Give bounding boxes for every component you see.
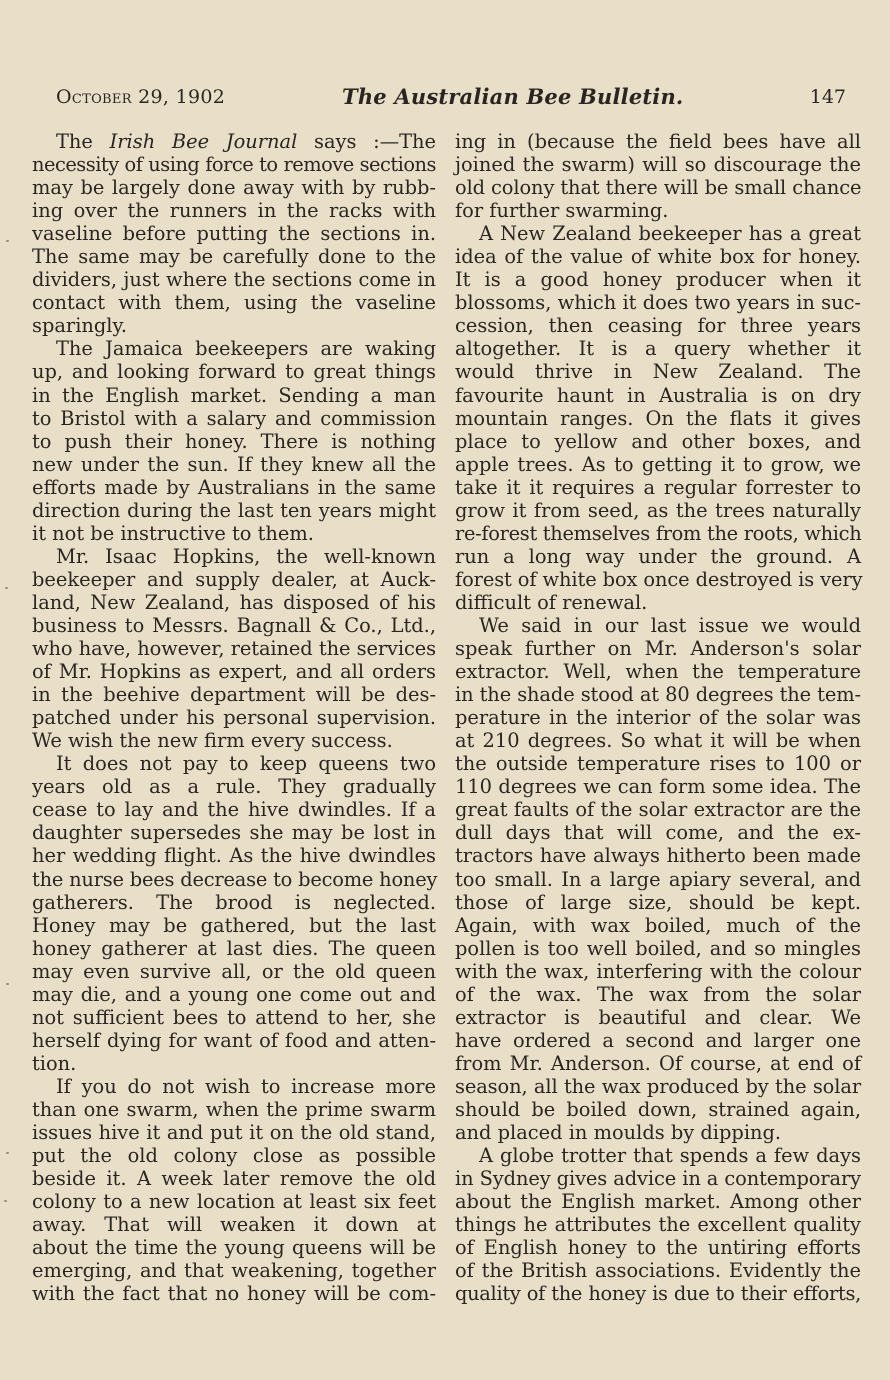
text-line: in the shade stood at 80 degrees the tem- (455, 683, 861, 707)
text-line: grow it from seed, as the trees naturally (455, 498, 861, 522)
scan-speck (6, 983, 9, 985)
text-line: joined the swarm) will so discourage the (455, 153, 861, 177)
text-line: forest of white box once destroyed is very (455, 567, 863, 591)
text-line: quality of the honey is due to their efforts, (455, 1282, 861, 1306)
text-line: land, New Zealand, has disposed of his (32, 590, 436, 614)
text-line: It is a good honey producer when it (455, 268, 861, 292)
text-line: in the English market. Sending a man (32, 383, 436, 407)
journal-name: Irish Bee Journal (109, 130, 298, 153)
text-line: of the wax. The wax from the solar (455, 982, 861, 1006)
text-line: great faults of the solar extractor are the (455, 798, 861, 822)
text-line: than one swarm, when the prime swarm (32, 1097, 436, 1121)
line-text: The (56, 130, 110, 153)
text-line: dull days that will come, and the ex- (455, 821, 861, 845)
text-line: contact with them, using the vaseline (32, 291, 436, 315)
text-line: The same may be carefully done to the (32, 245, 436, 269)
text-line: with the fact that no honey will be com- (32, 1282, 436, 1306)
text-line: of Mr. Hopkins as expert, and all orders (32, 660, 436, 684)
text-line: honey gatherer at last dies. The queen (32, 936, 436, 960)
scan-speck (6, 240, 9, 242)
text-line: ing in (because the field bees have all (455, 130, 861, 153)
text-line: We wish the new firm every success. (32, 729, 393, 753)
text-line: re-forest themselves from the roots, which (455, 521, 862, 545)
text-line (32, 130, 436, 153)
text-line: pollen is too well boiled, and so mingles (455, 936, 861, 960)
text-line: of English honey to the untiring efforts (455, 1236, 861, 1260)
text-line: Honey may be gathered, but the last (32, 913, 436, 937)
text-line: tion. (32, 1051, 77, 1075)
text-line: vaseline before putting the sections in. (32, 222, 436, 246)
text-line: extractor. Well, when the temperature (455, 660, 861, 684)
text-line: A New Zealand beekeeper has a great (479, 222, 861, 246)
text-line: It does not pay to keep queens two (56, 752, 436, 776)
text-line: sparingly. (32, 314, 128, 338)
scan-speck (5, 587, 8, 589)
text-line: efforts made by Australians in the same (32, 475, 436, 499)
left-column (32, 130, 436, 1305)
text-line: dividers, just where the sections come in (32, 268, 436, 292)
text-line: beekeeper and supply dealer, at Auck- (32, 567, 436, 591)
text-line: the outside temperature rises to 100 or (455, 752, 861, 776)
text-line: gatherers. The brood is neglected. (32, 890, 436, 914)
text-line: years old as a rule. They gradually (32, 775, 436, 799)
text-line: things he attributes the excellent quality (455, 1213, 861, 1237)
line-text: says :—The (297, 130, 436, 153)
text-line: If you do not wish to increase more (56, 1074, 436, 1098)
scan-speck (4, 1200, 7, 1202)
text-line: put the old colony close as possible (32, 1144, 436, 1168)
text-line: too small. In a large apiary several, and (455, 867, 861, 891)
text-line: away. That will weaken it down at (32, 1213, 436, 1237)
text-line: extractor is beautiful and clear. We (455, 1005, 861, 1029)
text-line: in the beehive department will be des- (32, 683, 436, 707)
text-line: about the time the young queens will be (32, 1236, 436, 1260)
text-line: her wedding flight. As the hive dwindles (32, 844, 436, 868)
text-line: apple trees. As to getting it to grow, we (455, 452, 861, 476)
text-line: tractors have always hitherto been made (455, 844, 861, 868)
text-line: We said in our last issue we would (479, 613, 861, 637)
text-line: it not be instructive to them. (32, 521, 314, 545)
issue-date: October 29, 1902 (56, 86, 226, 108)
text-line: blossoms, which it does two years in suc- (455, 291, 861, 315)
text-line: speak further on Mr. Anderson's solar (455, 637, 861, 661)
text-line: for further swarming. (455, 199, 669, 223)
text-line: patched under his personal supervision. (32, 706, 436, 730)
text-line: Again, with wax boiled, much of the (455, 913, 861, 937)
text-line: old colony that there will be small chance (455, 176, 862, 200)
text-line: cession, then ceasing for three years (455, 314, 861, 338)
text-line: direction during the last ten years might (32, 498, 436, 522)
text-line: altogether. It is a query whether it (455, 337, 861, 361)
text-line: colony to a new location at least six feet (32, 1190, 436, 1214)
text-line: take it it requires a regular forrester to (455, 475, 861, 499)
text-line: of the British associations. Evidently the (455, 1259, 861, 1283)
text-line: difficult of renewal. (455, 590, 648, 614)
text-line: should be boiled down, strained again, (455, 1097, 861, 1121)
text-line: those of large size, should be kept. (455, 890, 861, 914)
text-line: 110 degrees we can form some idea. The (455, 775, 861, 799)
text-line: new under the sun. If they knew all the (32, 452, 436, 476)
page-number: 147 (809, 86, 846, 108)
text-line: A globe trotter that spends a few days (479, 1144, 861, 1168)
text-line: not sufficient bees to attend to her, she (32, 1005, 436, 1029)
text-line: beside it. A week later remove the old (32, 1167, 436, 1191)
publication-title: The Australian Bee Bulletin. (342, 84, 684, 109)
text-line: from Mr. Anderson. Of course, at end of (455, 1051, 861, 1075)
text-line: with the wax, interfering with the colour (455, 959, 861, 983)
text-line: who have, however, retained the services (32, 637, 436, 661)
text-line: place to yellow and other boxes, and (455, 429, 861, 453)
text-line: cease to lay and the hive dwindles. If a (32, 798, 436, 822)
text-line: and placed in moulds by dipping. (455, 1121, 782, 1145)
text-line: mountain ranges. On the flats it gives (455, 406, 861, 430)
text-line: to Bristol with a salary and commission (32, 406, 436, 430)
text-line: have ordered a second and larger one (455, 1028, 861, 1052)
text-line: business to Messrs. Bagnall & Co., Ltd., (32, 613, 436, 637)
text-line: necessity of using force to remove sections (32, 153, 436, 177)
text-line: in Sydney gives advice in a contemporary (455, 1167, 861, 1191)
text-line: the nurse bees decrease to become honey (32, 867, 438, 891)
right-column (455, 130, 861, 1305)
text-line: at 210 degrees. So what it will be when (455, 729, 861, 753)
text-line: may even survive all, or the old queen (32, 959, 436, 983)
text-line: may be largely done away with by rubb- (32, 176, 436, 200)
text-line: The Jamaica beekeepers are waking (56, 337, 436, 361)
text-line: Mr. Isaac Hopkins, the well-known (56, 544, 436, 568)
text-line: favourite haunt in Australia is on dry (455, 383, 861, 407)
scan-speck (6, 1152, 9, 1154)
text-line: daughter supersedes she may be lost in (32, 821, 436, 845)
page-header (56, 86, 846, 112)
text-line: herself dying for want of food and atten- (32, 1028, 436, 1052)
text-line: to push their honey. There is nothing (32, 429, 436, 453)
text-line: would thrive in New Zealand. The (455, 360, 861, 384)
text-line: run a long way under the ground. A (455, 544, 861, 568)
text-line: about the English market. Among other (455, 1190, 861, 1214)
text-line: up, and looking forward to great things (32, 360, 436, 384)
text-line: idea of the value of white box for honey. (455, 245, 861, 269)
text-line: ing over the runners in the racks with (32, 199, 436, 223)
text-line: perature in the interior of the solar was (455, 706, 861, 730)
text-line: season, all the wax produced by the solar (455, 1074, 861, 1098)
text-line: emerging, and that weakening, together (32, 1259, 436, 1283)
text-line: may die, and a young one come out and (32, 982, 436, 1006)
text-line: issues hive it and put it on the old stand, (32, 1121, 436, 1145)
